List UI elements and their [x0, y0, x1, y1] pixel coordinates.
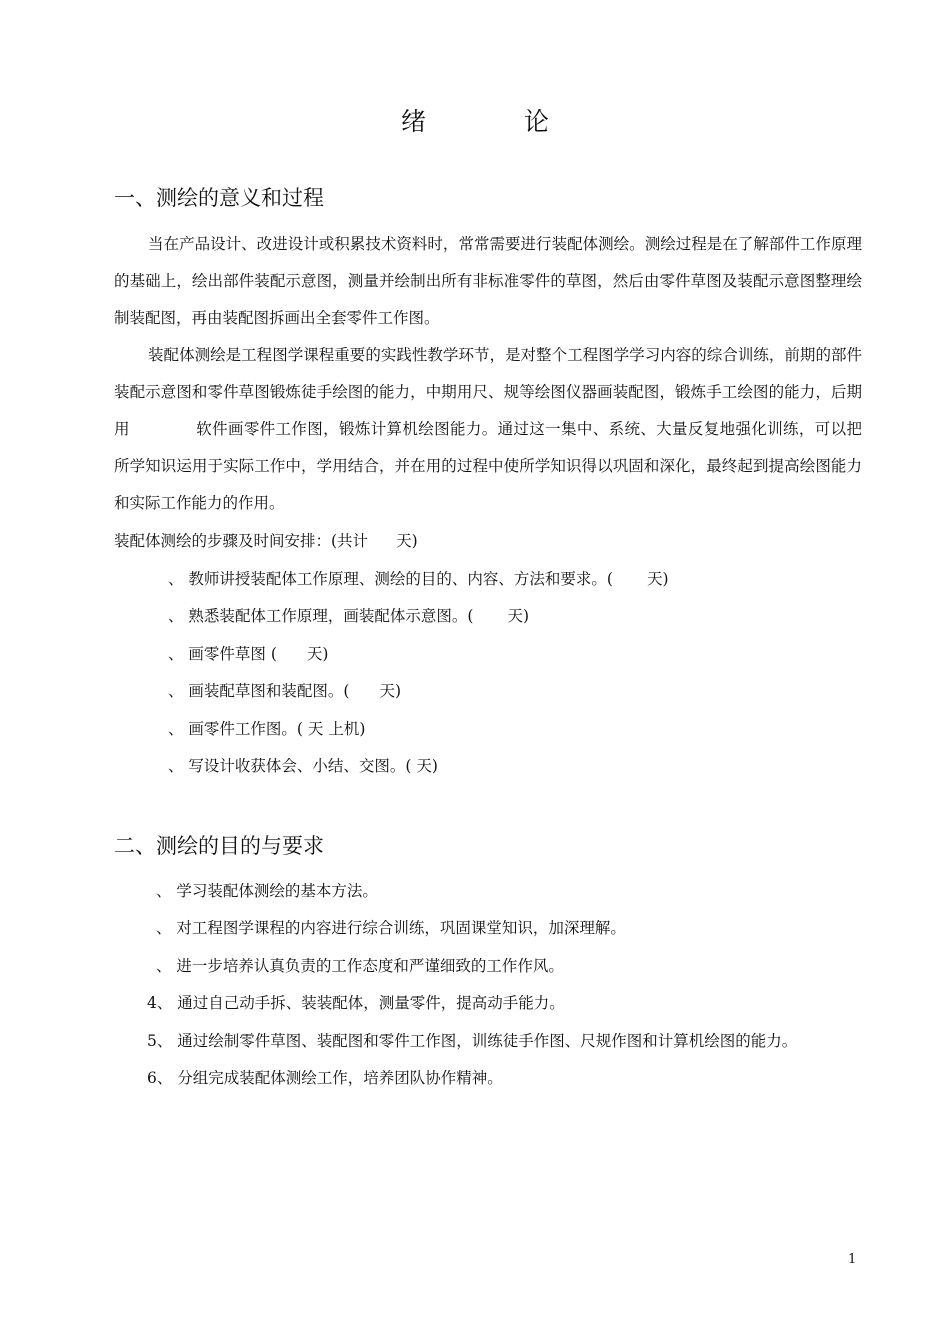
step-item-2-days: 天) [507, 607, 530, 625]
step-item-2 [168, 605, 529, 627]
page-title-part-1: 绪 [400, 107, 426, 136]
section-1-paragraph-1-text: 当在产品设计、改进设计或积累技术资料时，常常需要进行装配体测绘。测绘过程是在了解部件工作原理的基础上，绘出部件装配示意图，测量并绘制出所有非标准零件的草图，然后由零件草图及装配示意图整理绘制装配图，再由装配图拆画出全套零件工作图。 [114, 235, 862, 327]
step-item-6 [168, 755, 438, 777]
step-item-1-text: 、 教师讲授装配体工作原理、测绘的目的、内容、方法和要求。( [168, 570, 613, 588]
page-title [0, 102, 950, 138]
step-item-2-text: 、 熟悉装配体工作原理，画装配体示意图。( [168, 607, 474, 625]
requirement-item-3: 、 进一步培养认真负责的工作态度和严谨细致的工作作风。 [156, 957, 564, 975]
section-1-paragraph-1 [114, 226, 862, 337]
requirement-item-6: 6、 分组完成装配体测绘工作，培养团队协作精神。 [147, 1069, 503, 1087]
step-item-3 [168, 643, 328, 665]
section-1-paragraph-2 [114, 337, 862, 522]
requirement-item-5: 5、 通过绘制零件草图、装配图和零件工作图，训练徒手作图、尺规作图和计算机绘图的能力。 [147, 1032, 798, 1050]
step-item-5-text: 、 画零件工作图。( 天 上机) [168, 720, 366, 738]
step-item-6-text: 、 写设计收获体会、小结、交图。( 天) [168, 757, 438, 775]
page-title-part-2: 论 [524, 107, 550, 136]
step-item-1-days: 天) [646, 570, 669, 588]
requirement-item-4: 4、 通过自己动手拆、装装配体，测量零件，提高动手能力。 [147, 994, 565, 1012]
section-1-paragraph-2-text-a: 装配体测绘是工程图学课程重要的实践性教学环节，是对整个工程图学学习内容的综合训练，前期的部件装配示意图和零件草图锻炼徒手绘图的能力，中期用尺、规等绘图仪器画装配图，锻炼手工绘图的能力，后期用 [114, 346, 862, 438]
step-item-3-days: 天) [306, 645, 329, 663]
section-2-heading: 二、测绘的目的与要求 [114, 834, 324, 858]
step-item-5 [168, 718, 365, 740]
requirement-item-1: 、 学习装配体测绘的基本方法。 [156, 882, 378, 900]
step-item-3-text: 、 画零件草图 ( [168, 645, 277, 663]
page-number: 1 [848, 1252, 857, 1267]
steps-intro [114, 530, 418, 552]
section-1-heading: 一、测绘的意义和过程 [114, 186, 324, 210]
step-item-4-text: 、 画装配草图和装配图。( [168, 682, 350, 700]
steps-intro-text-b: 天) [396, 532, 418, 550]
step-item-4-days: 天) [379, 682, 402, 700]
requirement-item-2: 、 对工程图学课程的内容进行综合训练，巩固课堂知识，加深理解。 [156, 919, 626, 937]
step-item-1 [168, 568, 669, 590]
section-1-paragraph-2-text-b: 软件画零件工作图，锻炼计算机绘图能力。通过这一集中、系统、大量反复地强化训练，可以把所学知识运用于实际工作中，学用结合，并在用的过程中使所学知识得以巩固和深化，最终起到提高绘图能力和实际工作能力的作用。 [114, 420, 862, 512]
steps-intro-text-a: 装配体测绘的步骤及时间安排：(共计 [114, 532, 369, 550]
step-item-4 [168, 680, 401, 702]
